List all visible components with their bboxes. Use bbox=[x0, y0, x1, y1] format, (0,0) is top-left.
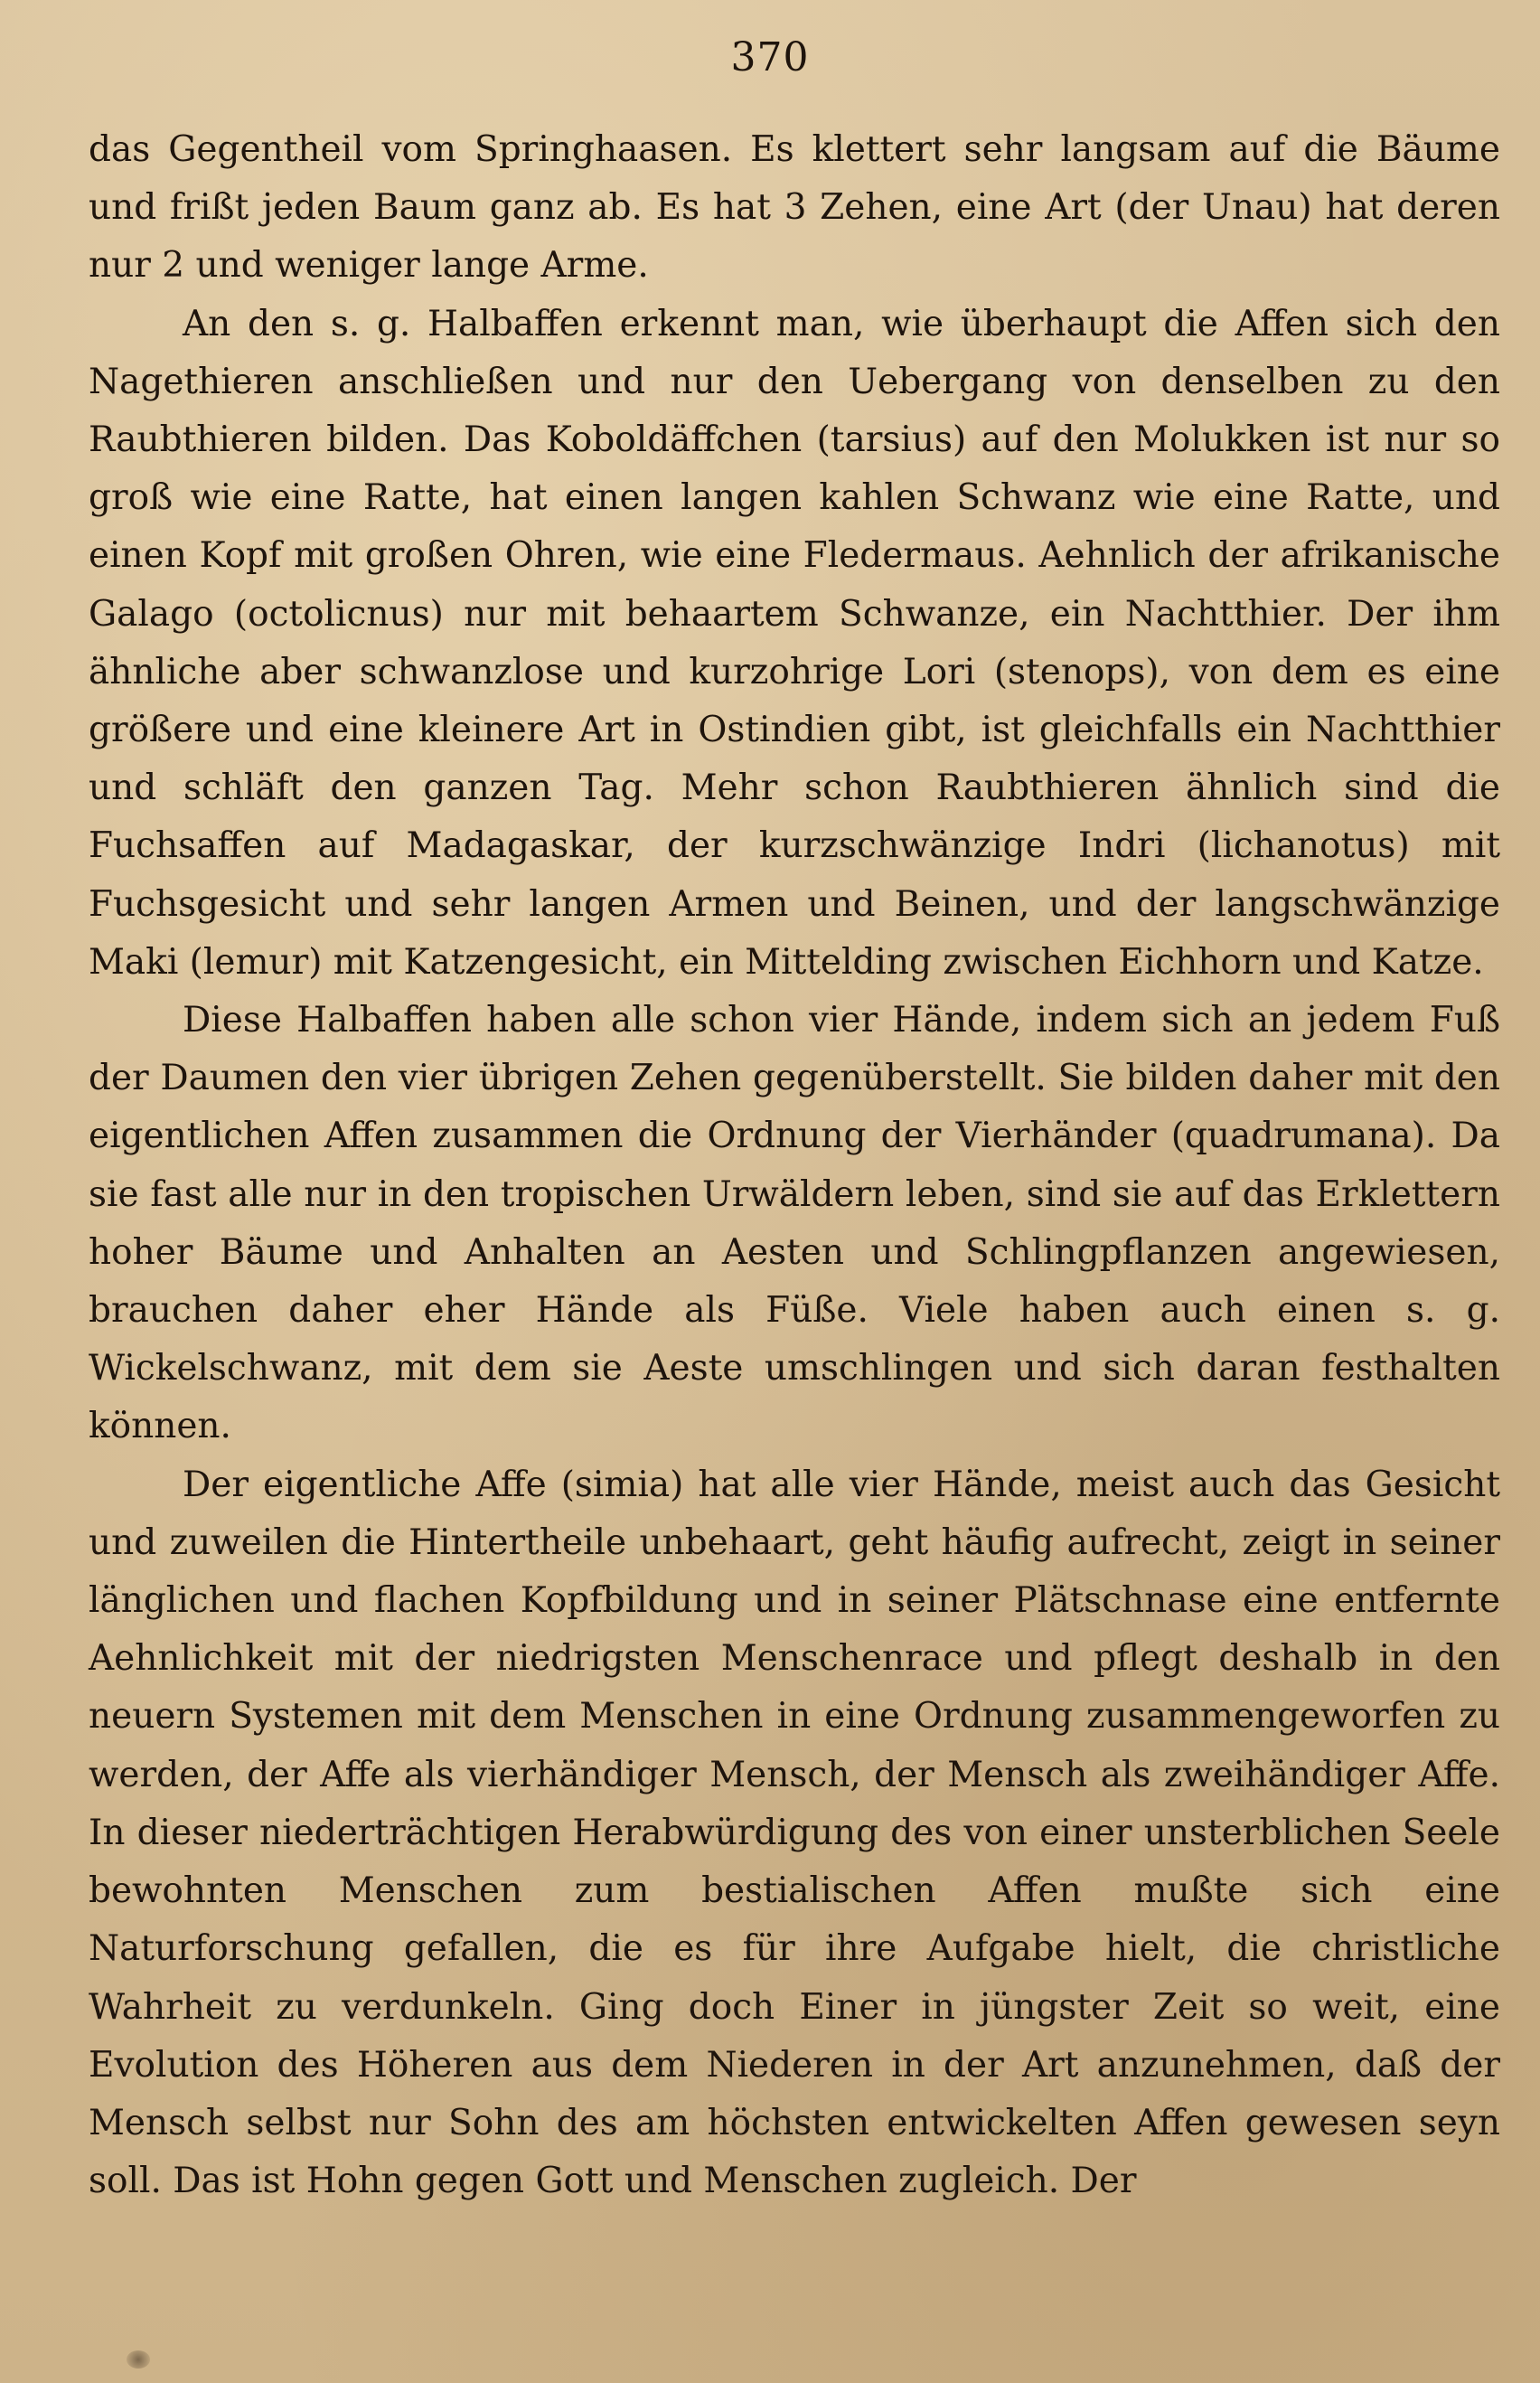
paragraph-halbaffen: An den s. g. Halbaffen erkennt man, wie überhaupt die Affen sich den Nagethieren anschließen und nur den Uebergang von denselben zu den Raubthieren bilden. Das Koboldäffchen (tarsius) auf den Molukken ist nur so groß wie eine Ratte, hat einen langen kahlen Schwanz wie eine Ratte, und einen Kopf mit großen Ohren, wie eine Fledermaus. Aehnlich der afrikanische Galago (octolicnus) nur mit behaartem Schwanze, ein Nachtthier. Der ihm ähnliche aber schwanzlose und kurzohrige Lori (stenops), von dem es eine größere und eine kleinere Art in Ostindien gibt, ist gleichfalls ein Nachtthier und schläft den ganzen Tag. Mehr schon Raubthieren ähnlich sind die Fuchsaffen auf Madagaskar, der kurzschwänzige Indri (lichanotus) mit Fuchsgesicht und sehr langen Armen und Beinen, und der langschwänzige Maki (lemur) mit Katzengesicht, ein Mittelding zwischen Eichhorn und Katze. bbox=[89, 303, 1500, 983]
paragraph-affe: Der eigentliche Affe (simia) hat alle vier Hände, meist auch das Gesicht und zuweilen die Hintertheile unbehaart, geht häufig aufrecht, zeigt in seiner länglichen und flachen Kopfbildung und in seiner Plätschnase eine entfernte Aehnlichkeit mit der niedrigsten Menschenrace und pflegt deshalb in den neuern Systemen mit dem Menschen in eine Ordnung zusammengeworfen zu werden, der Affe als vierhändiger Mensch, der Mensch als zweihändiger Affe. In dieser niederträchtigen Herabwürdigung des von einer unsterblichen Seele bewohnten Menschen zum bestialischen Affen mußte sich eine Naturforschung gefallen, die es für ihre Aufgabe hielt, die christliche Wahrheit zu verdunkeln. Ging doch Einer in jüngster Zeit so weit, eine Evolution des Höheren aus dem Niederen in der Art anzunehmen, daß der Mensch selbst nur Sohn des am höchsten entwickelten Affen gewesen seyn soll. Das ist Hohn gegen Gott und Menschen zugleich. Der bbox=[89, 1464, 1500, 2202]
paragraph-continued: das Gegentheil vom Springhaasen. Es klettert sehr langsam auf die Bäume und frißt jeden Baum ganz ab. Es hat 3 Zehen, eine Art (der Unau) hat deren nur 2 und weniger lange Arme. bbox=[89, 129, 1500, 287]
body-text bbox=[89, 121, 1500, 2210]
page-number: 370 bbox=[730, 34, 810, 80]
ink-spot bbox=[127, 2350, 150, 2369]
paragraph-vierhaender: Diese Halbaffen haben alle schon vier Hände, indem sich an jedem Fuß der Daumen den vier übrigen Zehen gegenüberstellt. Sie bilden daher mit den eigentlichen Affen zusammen die Ordnung der Vierhänder (quadrumana). Da sie fast alle nur in den tropischen Urwäldern leben, sind sie auf das Erklettern hoher Bäume und Anhalten an Aesten und Schlingpflanzen angewiesen, brauchen daher eher Hände als Füße. Viele haben auch einen s. g. Wickelschwanz, mit dem sie Aeste umschlingen und sich daran festhalten können. bbox=[89, 1000, 1500, 1447]
